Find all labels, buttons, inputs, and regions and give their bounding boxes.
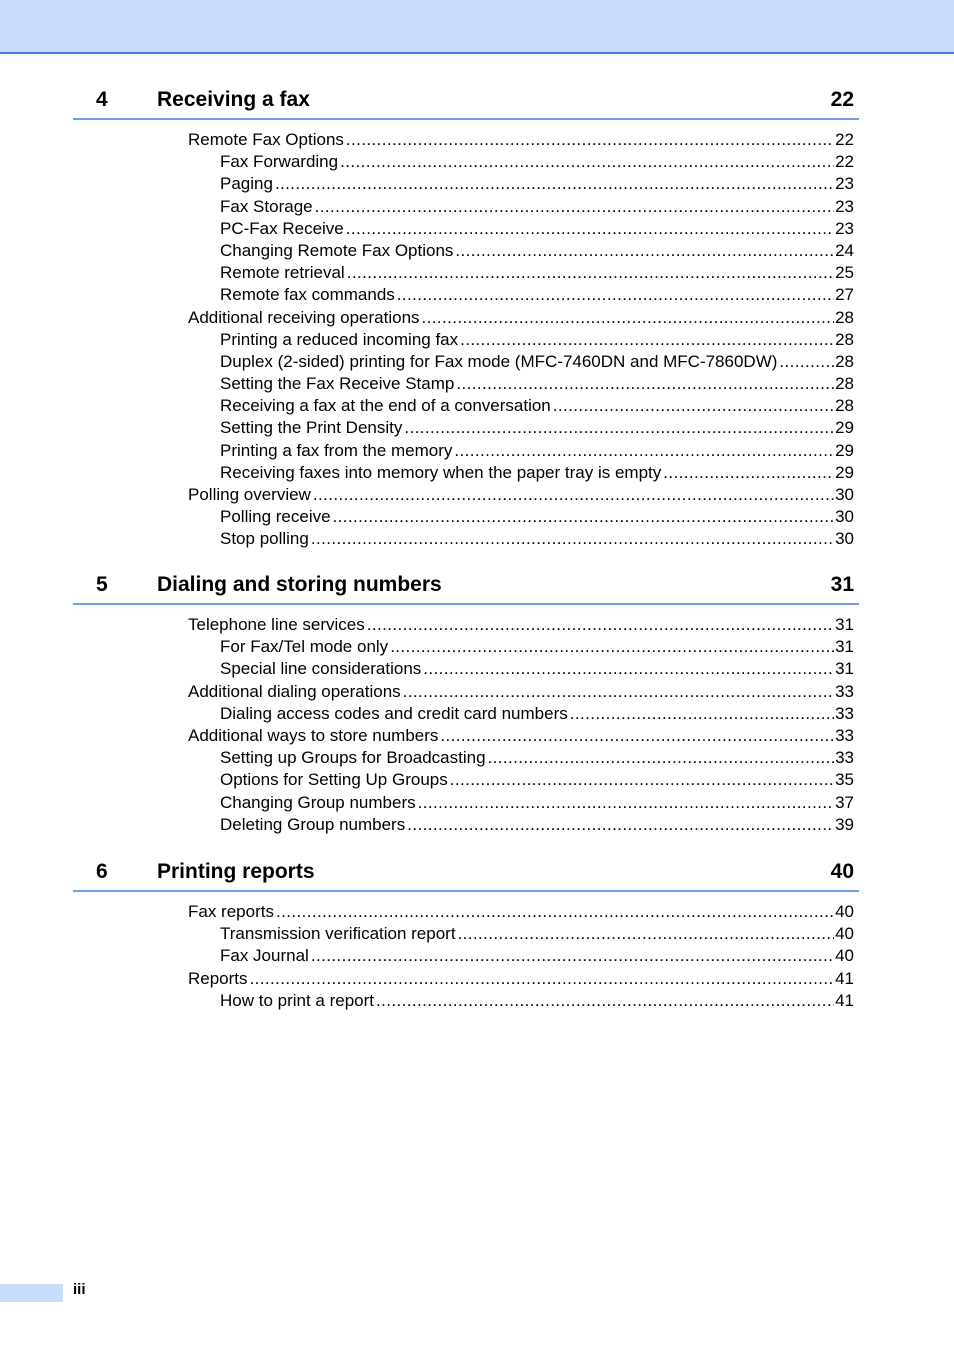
entry-page-number: 30 (835, 507, 854, 527)
chapter-title: Printing reports (157, 860, 315, 883)
entry-label: Telephone line services (188, 615, 365, 634)
entry-page-number: 31 (835, 637, 854, 657)
entry-page-number: 40 (835, 902, 854, 921)
chapter-heading (73, 88, 859, 120)
toc-subsection-entry[interactable] (220, 769, 854, 791)
toc-subsection-entry[interactable] (220, 945, 854, 967)
entry-label: Deleting Group numbers (220, 814, 406, 834)
entry-label: Setting up Groups for Broadcasting (220, 748, 486, 768)
dot-leader (553, 395, 834, 417)
dot-leader (367, 614, 834, 636)
toc-subsection-entry[interactable] (220, 240, 854, 262)
entry-page-number: 28 (835, 374, 854, 394)
dot-leader (376, 990, 834, 1012)
entry-label: Printing a fax from the memory (220, 440, 453, 460)
dot-leader (779, 351, 834, 373)
toc-subsection-entry[interactable] (220, 814, 854, 836)
toc-subsection-entry[interactable] (220, 417, 854, 439)
dot-leader (315, 196, 834, 218)
toc-subsection-entry[interactable] (220, 151, 854, 173)
entry-label: Receiving faxes into memory when the paper tray is empty (220, 462, 662, 482)
dot-leader (346, 218, 834, 240)
entry-page-number: 27 (835, 285, 854, 305)
dot-leader (403, 681, 834, 703)
dot-leader (663, 462, 834, 484)
dot-leader (275, 173, 834, 195)
entry-page-number: 28 (835, 351, 854, 371)
entry-label: Setting the Print Density (220, 418, 403, 438)
entry-page-number: 33 (835, 748, 854, 768)
chapter-5-section (73, 573, 859, 836)
entry-label: Dialing access codes and credit card numbers (220, 703, 568, 723)
dot-leader (346, 129, 834, 151)
dot-leader (404, 417, 834, 439)
dot-leader (313, 484, 834, 506)
entry-label: PC-Fax Receive (220, 218, 344, 238)
toc-section-entry[interactable] (188, 307, 854, 329)
entry-label: Special line considerations (220, 659, 422, 679)
entry-label: Fax reports (188, 902, 274, 921)
toc-subsection-entry[interactable] (220, 329, 854, 351)
footer-tab (0, 1284, 63, 1302)
entry-page-number: 24 (835, 240, 854, 260)
toc-entry-list (73, 901, 859, 1012)
dot-leader (418, 792, 834, 814)
entry-label: Polling receive (220, 507, 331, 527)
toc-subsection-entry[interactable] (220, 990, 854, 1012)
entry-page-number: 23 (835, 174, 854, 194)
dot-leader (407, 814, 834, 836)
entry-label: Duplex (2-sided) printing for Fax mode (MFC-7460DN and MFC-7860DW) (220, 351, 778, 371)
chapter-number: 4 (96, 88, 108, 111)
chapter-page: 22 (830, 88, 854, 111)
dot-leader (456, 373, 834, 395)
dot-leader (390, 636, 834, 658)
dot-leader (333, 506, 835, 528)
toc-section-entry[interactable] (188, 681, 854, 703)
entry-label: For Fax/Tel mode only (220, 637, 389, 657)
dot-leader (488, 747, 835, 769)
entry-label: Additional receiving operations (188, 307, 420, 327)
entry-label: Fax Journal (220, 946, 309, 966)
entry-page-number: 28 (835, 396, 854, 416)
entry-label: Options for Setting Up Groups (220, 770, 448, 790)
entry-page-number: 31 (835, 659, 854, 679)
dot-leader (347, 262, 834, 284)
entry-page-number: 40 (835, 924, 854, 944)
entry-label: Reports (188, 968, 248, 988)
toc-subsection-entry[interactable] (220, 462, 854, 484)
chapter-number: 5 (96, 573, 108, 596)
dot-leader (422, 307, 835, 329)
entry-label: Printing a reduced incoming fax (220, 329, 459, 349)
entry-page-number: 35 (835, 770, 854, 790)
entry-label: Fax Forwarding (220, 152, 339, 172)
toc-subsection-entry[interactable] (220, 218, 854, 240)
entry-page-number: 41 (835, 990, 854, 1010)
entry-page-number: 41 (835, 968, 854, 988)
entry-label: Remote retrieval (220, 263, 345, 283)
entry-page-number: 29 (835, 440, 854, 460)
entry-label: Transmission verification report (220, 924, 456, 944)
entry-label: Polling overview (188, 485, 311, 504)
header-band (0, 0, 954, 54)
entry-page-number: 37 (835, 792, 854, 812)
entry-page-number: 25 (835, 263, 854, 283)
entry-page-number: 29 (835, 418, 854, 438)
dot-leader (250, 968, 835, 990)
dot-leader (460, 329, 834, 351)
dot-leader (454, 440, 834, 462)
toc-section-entry[interactable] (188, 129, 854, 151)
chapter-page: 40 (830, 860, 854, 883)
footer-page-number: iii (73, 1281, 86, 1298)
toc-subsection-entry[interactable] (220, 284, 854, 306)
dot-leader (340, 151, 834, 173)
toc-section-entry[interactable] (188, 484, 854, 506)
toc-subsection-entry[interactable] (220, 262, 854, 284)
entry-label: How to print a report (220, 990, 375, 1010)
chapter-heading (73, 860, 859, 892)
entry-label: Additional dialing operations (188, 681, 401, 701)
toc-subsection-entry[interactable] (220, 658, 854, 680)
toc-entry-list (73, 129, 859, 551)
entry-page-number: 31 (835, 615, 854, 634)
dot-leader (423, 658, 834, 680)
chapter-title: Dialing and storing numbers (157, 573, 442, 596)
toc-subsection-entry[interactable] (220, 506, 854, 528)
chapter-number: 6 (96, 860, 108, 883)
dot-leader (450, 769, 834, 791)
entry-page-number: 30 (835, 529, 854, 549)
toc-subsection-entry[interactable] (220, 196, 854, 218)
entry-page-number: 30 (835, 485, 854, 504)
dot-leader (311, 945, 834, 967)
entry-page-number: 23 (835, 196, 854, 216)
toc-section-entry[interactable] (188, 614, 854, 636)
toc-subsection-entry[interactable] (220, 351, 854, 373)
dot-leader (570, 703, 834, 725)
toc-subsection-entry[interactable] (220, 923, 854, 945)
toc-subsection-entry[interactable] (220, 703, 854, 725)
dot-leader (440, 725, 834, 747)
toc-subsection-entry[interactable] (220, 792, 854, 814)
entry-label: Setting the Fax Receive Stamp (220, 374, 455, 394)
dot-leader (455, 240, 834, 262)
chapter-4-section (73, 88, 859, 551)
toc-subsection-entry[interactable] (220, 173, 854, 195)
dot-leader (276, 901, 834, 923)
chapter-heading (73, 573, 859, 605)
entry-page-number: 40 (835, 946, 854, 966)
entry-page-number: 28 (835, 329, 854, 349)
toc-subsection-entry[interactable] (220, 528, 854, 550)
entry-page-number: 33 (835, 681, 854, 701)
dot-leader (311, 528, 834, 550)
entry-label: Changing Remote Fax Options (220, 240, 454, 260)
entry-page-number: 22 (835, 152, 854, 172)
entry-label: Remote fax commands (220, 285, 395, 305)
entry-page-number: 28 (835, 307, 854, 327)
toc-section-entry[interactable] (188, 968, 854, 990)
entry-label: Changing Group numbers (220, 792, 416, 812)
entry-label: Fax Storage (220, 196, 313, 216)
entry-page-number: 29 (835, 462, 854, 482)
toc-section-entry[interactable] (188, 901, 854, 923)
toc-entry-list (73, 614, 859, 836)
entry-label: Additional ways to store numbers (188, 725, 439, 745)
chapter-title: Receiving a fax (157, 88, 310, 111)
entry-label: Remote Fax Options (188, 130, 344, 149)
chapter-6-section (73, 860, 859, 1012)
entry-label: Paging (220, 174, 273, 194)
dot-leader (458, 923, 835, 945)
entry-page-number: 39 (835, 814, 854, 834)
entry-label: Receiving a fax at the end of a conversation (220, 396, 551, 416)
toc-subsection-entry[interactable] (220, 440, 854, 462)
entry-page-number: 22 (835, 130, 854, 149)
dot-leader (397, 284, 834, 306)
toc-subsection-entry[interactable] (220, 373, 854, 395)
entry-page-number: 33 (835, 703, 854, 723)
entry-label: Stop polling (220, 529, 309, 549)
entry-page-number: 23 (835, 218, 854, 238)
toc-subsection-entry[interactable] (220, 395, 854, 417)
toc-section-entry[interactable] (188, 725, 854, 747)
entry-page-number: 33 (835, 725, 854, 745)
chapter-page: 31 (830, 573, 854, 596)
toc-subsection-entry[interactable] (220, 636, 854, 658)
toc-subsection-entry[interactable] (220, 747, 854, 769)
